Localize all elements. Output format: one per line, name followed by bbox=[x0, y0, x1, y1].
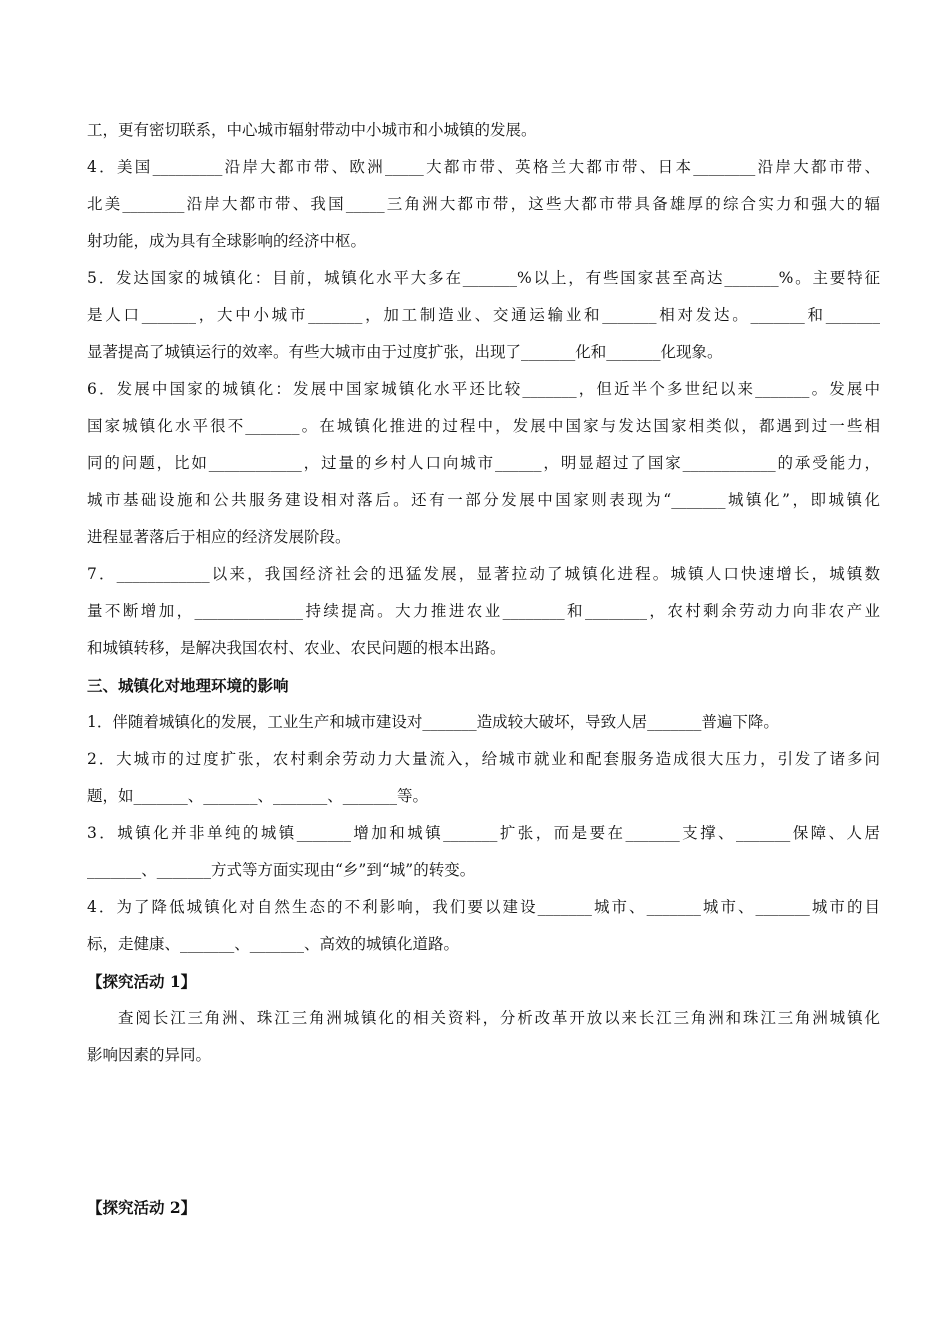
section-heading-text: 三、城镇化对地理环境的影响 bbox=[87, 676, 289, 695]
activity-1-title bbox=[87, 963, 880, 1000]
item-6-line-5 bbox=[87, 519, 880, 556]
text-line: 2．大城市的过度扩张，农村剩余劳动力大量流入，给城市就业和配套服务造成很大压力，引发了诸多问 bbox=[87, 750, 880, 768]
activity-2-title bbox=[87, 1189, 880, 1226]
section3-item-3-line-1 bbox=[87, 815, 880, 852]
item-6-line-3 bbox=[87, 445, 880, 482]
text-line: 和城镇转移，是解决我国农村、农业、农民问题的根本出路。 bbox=[87, 639, 506, 657]
text-line: 射功能，成为具有全球影响的经济中枢。 bbox=[87, 232, 367, 250]
text-line: 量不断增加，______________持续提高。大力推进农业________和________，农村剩余劳动力向非农产业 bbox=[87, 602, 880, 620]
item-5-line-3 bbox=[87, 334, 880, 371]
item-6-line-4 bbox=[87, 482, 880, 519]
activity-title-text: 【探究活动 1】 bbox=[87, 972, 197, 991]
item-4-line-1 bbox=[87, 149, 880, 186]
item-6-line-1 bbox=[87, 371, 880, 408]
section3-item-4-line-1 bbox=[87, 889, 880, 926]
text-line: 6．发展中国家的城镇化：发展中国家城镇化水平还比较_______，但近半个多世纪以来_______。发展中 bbox=[87, 380, 880, 398]
text-line: 工，更有密切联系，中心城市辐射带动中小城市和小城镇的发展。 bbox=[87, 121, 537, 139]
text-line: 查阅长江三角洲、珠江三角洲城镇化的相关资料，分析改革开放以来长江三角洲和珠江三角洲城镇化 bbox=[118, 1009, 880, 1027]
activity-1-line-2 bbox=[87, 1037, 880, 1074]
item-4-line-3 bbox=[87, 223, 880, 260]
item-5-line-1 bbox=[87, 260, 880, 297]
text-line: 4．为了降低城镇化对自然生态的不利影响，我们要以建设_______城市、_______城市、_______城市的目 bbox=[87, 898, 880, 916]
text-line: 国家城镇化水平很不_______。在城镇化推进的过程中，发展中国家与发达国家相类似，都遇到过一些相 bbox=[87, 417, 880, 435]
item-4-line-2 bbox=[87, 186, 880, 223]
section3-item-2-line-2 bbox=[87, 778, 880, 815]
text-line: 显著提高了城镇运行的效率。有些大城市由于过度扩张，出现了_______化和_______化现象。 bbox=[87, 343, 723, 361]
text-line: 影响因素的异同。 bbox=[87, 1046, 212, 1064]
paragraph-continuation bbox=[87, 112, 880, 149]
section3-item-4-line-2 bbox=[87, 926, 880, 963]
text-line: 标，走健康、_______、_______、高效的城镇化道路。 bbox=[87, 935, 460, 953]
text-line: 是人口_______，大中小城市_______，加工制造业、交通运输业和_______相对发达。_______和_______ bbox=[87, 306, 880, 324]
text-line: _______、_______方式等方面实现由“乡”到“城”的转变。 bbox=[87, 861, 476, 879]
item-7-line-1 bbox=[87, 556, 880, 593]
text-line: 1．伴随着城镇化的发展，工业生产和城市建设对_______造成较大破坏，导致人居_______普遍下降。 bbox=[87, 713, 779, 731]
section3-item-2-line-1 bbox=[87, 741, 880, 778]
text-line: 同的问题，比如____________，过量的乡村人口向城市______，明显超过了国家____________的承受能力， bbox=[87, 454, 880, 472]
activity-1-line-1 bbox=[87, 1000, 880, 1037]
item-7-line-3 bbox=[87, 630, 880, 667]
text-line: 北美________沿岸大都市带、我国_____三角洲大都市带，这些大都市带具备雄厚的综合实力和强大的辐 bbox=[87, 195, 880, 213]
section-heading bbox=[87, 667, 880, 704]
text-line: 4．美国_________沿岸大都市带、欧洲_____大都市带、英格兰大都市带、日本________沿岸大都市带、 bbox=[87, 158, 880, 176]
text-line: 进程显著落后于相应的经济发展阶段。 bbox=[87, 528, 351, 546]
text-line: 题，如_______、_______、_______、_______等。 bbox=[87, 787, 429, 805]
section3-item-1-line-1 bbox=[87, 704, 880, 741]
text-line: 5．发达国家的城镇化：目前，城镇化水平大多在_______%以上，有些国家甚至高达_______%。主要特征 bbox=[87, 269, 880, 287]
section3-item-3-line-2 bbox=[87, 852, 880, 889]
item-5-line-2 bbox=[87, 297, 880, 334]
activity-title-text: 【探究活动 2】 bbox=[87, 1198, 197, 1217]
answer-space bbox=[87, 1074, 880, 1189]
item-7-line-2 bbox=[87, 593, 880, 630]
text-line: 3．城镇化并非单纯的城镇_______增加和城镇_______扩张，而是要在_______支撑、_______保障、人居 bbox=[87, 824, 880, 842]
text-line: 城市基础设施和公共服务建设相对落后。还有一部分发展中国家则表现为“_______城镇化”，即城镇化 bbox=[87, 491, 880, 509]
item-6-line-2 bbox=[87, 408, 880, 445]
text-line: 7．____________以来，我国经济社会的迅猛发展，显著拉动了城镇化进程。城镇人口快速增长，城镇数 bbox=[87, 565, 880, 583]
